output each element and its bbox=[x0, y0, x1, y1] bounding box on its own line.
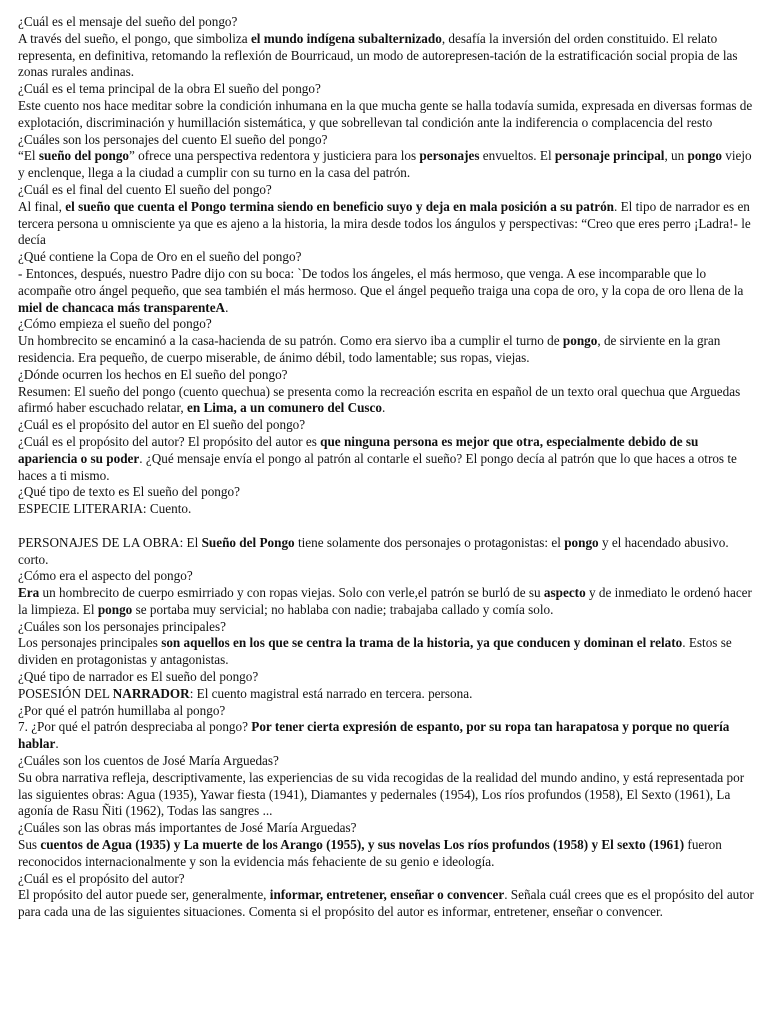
text-run: Su obra narrativa refleja, descriptivamente, las experiencias de su vida recogidas de la realidad del mundo andino, y está representada por las siguientes obras: Agua (1935), Yawar fiesta (1941), Diamantes y pedernales (1954), Los ríos profundos (1958), El Sexto (1961), La agonía de Rasu Ñiti (1962), Todas las sangres ... bbox=[18, 769, 745, 819]
text-run: ¿Cómo empieza el sueño del pongo? bbox=[18, 316, 212, 332]
text-run: 7. ¿Por qué el patrón despreciaba al pongo? bbox=[18, 719, 252, 735]
text-run: . El tipo de narrador es en tercera persona u omnisciente ya que es ajeno a la historia, la mira desde todos los ángulos y perspectivas: “Creo que eres perro ¡Ladra!- le decía bbox=[18, 198, 751, 248]
text-run: . Estos se dividen en protagonistas y antagonistas. bbox=[18, 635, 732, 668]
text-run: ¿Cuál es el mensaje del sueño del pongo? bbox=[18, 14, 238, 29]
question-line bbox=[18, 753, 760, 770]
text-run: - Entonces, después, nuestro Padre dijo con su boca: `De todos los ángeles, el más hermoso, que venga. A ese incomparable que lo acompañe otro ángel pequeño, que sea también el más hermoso. Que el ángel pequeño traiga una copa de oro, y la copa de oro llena de la bbox=[18, 265, 744, 298]
bold-run: cuentos de Agua (1935) y La muerte de los Arango (1955), y sus novelas Los ríos profundos (1958) y El sexto (1961) bbox=[40, 837, 685, 853]
question-line bbox=[18, 568, 760, 585]
question-line bbox=[18, 619, 760, 636]
paragraph bbox=[18, 770, 760, 820]
paragraph bbox=[18, 585, 760, 619]
bold-run: personaje principal bbox=[554, 148, 665, 164]
question-line bbox=[18, 669, 760, 686]
text-run: ¿Cuáles son los cuentos de José María Arguedas? bbox=[18, 753, 279, 769]
paragraph bbox=[18, 31, 760, 81]
text-run: ¿Cuál es el propósito del autor? bbox=[18, 870, 185, 886]
text-run: A través del sueño, el pongo, que simboliza bbox=[18, 30, 251, 46]
text-run: : El cuento magistral está narrado en tercera. persona. bbox=[189, 685, 473, 701]
question-line bbox=[18, 182, 760, 199]
text-run: El propósito del autor puede ser, generalmente, bbox=[18, 887, 270, 903]
paragraph bbox=[18, 98, 760, 132]
text-run: ¿Dónde ocurren los hechos en El sueño del pongo? bbox=[18, 366, 288, 382]
text-run: , desafía la inversión del orden constituido. El relato representa, en definitiva, retomando la reflexión de Bourricaud, un modo de autorepresen-tación de la estratificación social propia de las zonas rurales andinas. bbox=[18, 30, 738, 80]
text-run: ¿Qué tipo de narrador es El sueño del pongo? bbox=[18, 669, 259, 685]
text-run: Resumen: El sueño del pongo (cuento quechua) se presenta como la recreación escrita en español de un texto oral quechua que Arguedas afirmó haber escuchado relatar, bbox=[18, 383, 741, 416]
text-run: Los personajes principales bbox=[18, 635, 162, 651]
paragraph bbox=[18, 434, 760, 484]
text-run: Un hombrecito se encaminó a la casa-hacienda de su patrón. Como era siervo iba a cumplir el turno de bbox=[18, 333, 563, 349]
bold-run: Por tener cierta expresión de espanto, por su ropa tan harapatosa y porque no quería hablar bbox=[18, 719, 730, 752]
text-run: , un bbox=[664, 148, 688, 164]
text-run: . bbox=[55, 736, 59, 752]
bold-run: pongo bbox=[564, 534, 599, 550]
paragraph bbox=[18, 199, 760, 249]
text-run: se portaba muy servicial; no hablaba con nadie; trabajaba callado y comía solo. bbox=[132, 601, 554, 617]
bold-run: Sueño del Pongo bbox=[201, 534, 295, 550]
paragraph bbox=[18, 535, 760, 569]
paragraph bbox=[18, 501, 760, 518]
paragraph bbox=[18, 719, 760, 753]
bold-run: NARRADOR bbox=[112, 685, 190, 701]
bold-run: que ninguna persona es mejor que otra, especialmente debido de su apariencia o su poder bbox=[18, 433, 699, 466]
text-run: “El bbox=[18, 148, 39, 164]
question-line bbox=[18, 820, 760, 837]
document-body bbox=[18, 14, 760, 921]
text-run: . Señala cuál crees que es el propósito del autor para cada una de las siguientes situaciones. Comenta si el propósito del autor es informar, entretener, enseñar o convencer. bbox=[18, 887, 754, 920]
paragraph bbox=[18, 148, 760, 182]
text-run: y el hacendado abusivo. corto. bbox=[18, 534, 729, 567]
bold-run: el mundo indígena subalternizado bbox=[250, 30, 442, 46]
text-run: ¿Por qué el patrón humillaba al pongo? bbox=[18, 702, 226, 718]
text-run: ¿Cuál es el propósito del autor en El sueño del pongo? bbox=[18, 417, 306, 433]
paragraph bbox=[18, 837, 760, 871]
text-run: ¿Cuáles son los personajes principales? bbox=[18, 618, 227, 634]
bold-run: informar, entretener, enseñar o convencer bbox=[269, 887, 505, 903]
question-line bbox=[18, 367, 760, 384]
paragraph bbox=[18, 384, 760, 418]
text-run: Al final, bbox=[18, 198, 66, 214]
bold-run: el sueño que cuenta el Pongo termina siendo en beneficio suyo y deja en mala posición a su patrón bbox=[65, 198, 615, 214]
bold-run: miel de chancaca más transparenteA bbox=[18, 299, 226, 315]
question-line bbox=[18, 484, 760, 501]
question-line bbox=[18, 14, 760, 31]
text-run: Este cuento nos hace meditar sobre la condición inhumana en la que mucha gente se halla todavía sumida, expresada en diversas formas de explotación, discriminación y humillación sistemática, y que sobrellevan tal condición ante la indiferencia o complacencia del resto bbox=[18, 97, 753, 130]
bold-run: pongo bbox=[562, 333, 598, 349]
text-run: ¿Cómo era el aspecto del pongo? bbox=[18, 568, 193, 584]
text-run: ¿Cuáles son los personajes del cuento El sueño del pongo? bbox=[18, 131, 328, 147]
text-run: tiene solamente dos personajes o protagonistas: el bbox=[294, 534, 565, 550]
text-run: POSESIÓN DEL bbox=[18, 685, 113, 701]
question-line bbox=[18, 871, 760, 888]
text-run: Sus bbox=[18, 837, 41, 853]
text-run: ¿Cuál es el propósito del autor? El propósito del autor es bbox=[18, 433, 321, 449]
paragraph bbox=[18, 887, 760, 921]
text-run: ¿Cuáles son las obras más importantes de José María Arguedas? bbox=[18, 820, 357, 836]
question-line bbox=[18, 417, 760, 434]
text-run: ESPECIE LITERARIA: Cuento. bbox=[18, 501, 192, 517]
text-run: , de sirviente en la gran residencia. Era pequeño, de cuerpo miserable, de ánimo débil, todo lamentable; sus ropas, viejas. bbox=[18, 333, 721, 365]
paragraph bbox=[18, 686, 760, 703]
blank-line bbox=[18, 518, 760, 535]
bold-run: en Lima, a un comunero del Cusco bbox=[186, 400, 383, 416]
bold-run: pongo bbox=[687, 148, 722, 164]
question-line bbox=[18, 316, 760, 333]
bold-run: Era bbox=[18, 585, 40, 601]
text-run: viejo y enclenque, llega a la ciudad a cumplir con su turno en la casa del patrón. bbox=[18, 148, 752, 181]
text-run: ¿Qué contiene la Copa de Oro en el sueño del pongo? bbox=[18, 249, 302, 265]
text-run: un hombrecito de cuerpo esmirriado y con ropas viejas. Solo con verle,el patrón se burló de su bbox=[39, 585, 544, 601]
paragraph bbox=[18, 635, 760, 669]
text-run: fueron reconocidos internacionalmente y son la evidencia más fehaciente de su genio e ideología. bbox=[18, 837, 722, 869]
paragraph bbox=[18, 333, 760, 367]
text-run: y de inmediato le ordenó hacer la limpieza. El bbox=[18, 585, 752, 617]
text-run: . bbox=[382, 400, 386, 416]
question-line bbox=[18, 249, 760, 266]
bold-run: sueño del pongo bbox=[38, 148, 130, 164]
text-run: envueltos. El bbox=[479, 148, 555, 164]
text-run: PERSONAJES DE LA OBRA: El bbox=[18, 534, 202, 550]
text-run: . bbox=[225, 299, 229, 315]
question-line bbox=[18, 81, 760, 98]
text-run: ¿Cuál es el final del cuento El sueño del pongo? bbox=[18, 181, 272, 197]
bold-run: aspecto bbox=[543, 585, 586, 601]
question-line bbox=[18, 132, 760, 149]
paragraph bbox=[18, 266, 760, 316]
text-run: ” ofrece una perspectiva redentora y justiciera para los bbox=[129, 148, 420, 164]
bold-run: pongo bbox=[97, 601, 133, 617]
text-run: ¿Cuál es el tema principal de la obra El sueño del pongo? bbox=[18, 81, 321, 97]
text-run: ¿Qué tipo de texto es El sueño del pongo? bbox=[18, 484, 240, 500]
bold-run: personajes bbox=[419, 148, 480, 164]
question-line bbox=[18, 703, 760, 720]
bold-run: son aquellos en los que se centra la trama de la historia, ya que conducen y dominan el relato bbox=[161, 635, 683, 651]
text-run: . ¿Qué mensaje envía el pongo al patrón al contarle el sueño? El pongo decía al patrón que lo que haces a otros te haces a ti mismo. bbox=[18, 450, 737, 483]
